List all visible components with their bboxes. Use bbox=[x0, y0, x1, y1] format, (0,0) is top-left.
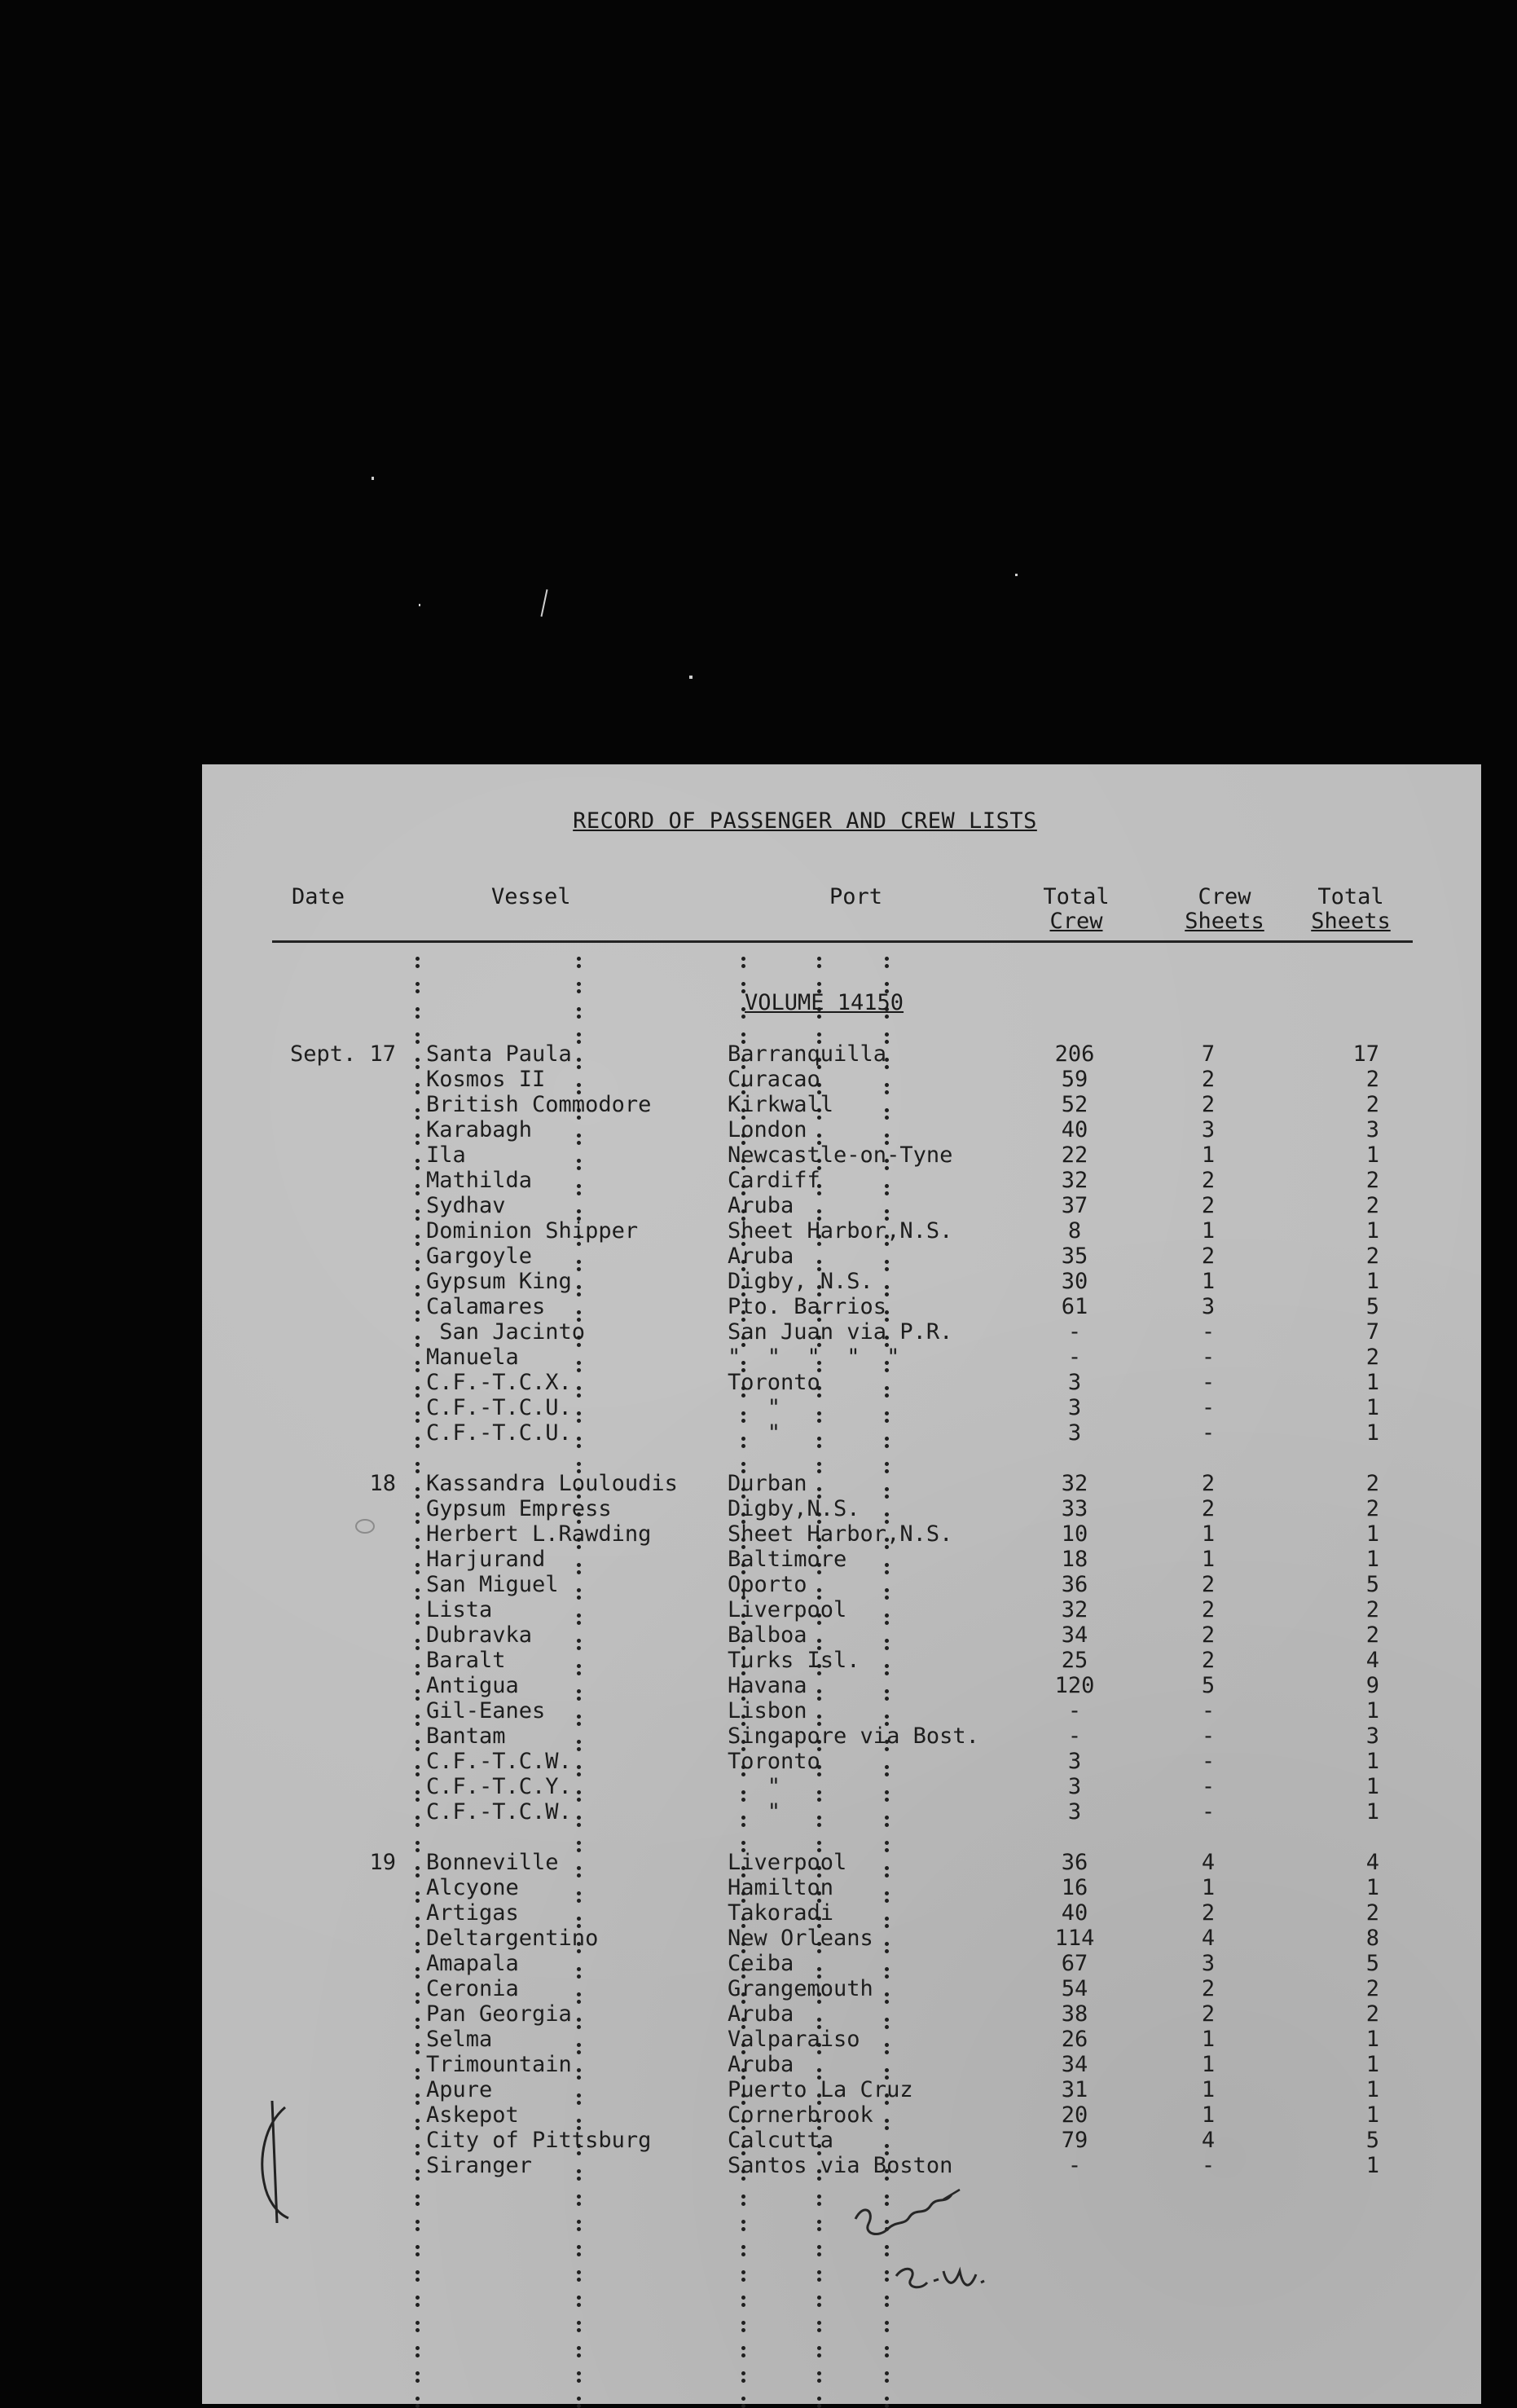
table-row bbox=[202, 1420, 1481, 1446]
row-total-sheets: 1 bbox=[1365, 1698, 1379, 1723]
row-vessel: Sydhav bbox=[426, 1193, 506, 1218]
table-row bbox=[202, 1900, 1481, 1926]
scan-speck bbox=[1015, 574, 1018, 576]
row-vessel: C.F.-T.C.X. bbox=[426, 1370, 572, 1395]
row-total-sheets: 1 bbox=[1365, 1774, 1379, 1799]
row-vessel: C.F.-T.C.W. bbox=[426, 1749, 572, 1774]
row-vessel: Alcyone bbox=[426, 1875, 519, 1900]
row-port: Sheet Harbor,N.S. bbox=[728, 1521, 953, 1547]
row-crew-sheets: 1 bbox=[1201, 2027, 1216, 2052]
row-vessel: Bonneville bbox=[426, 1850, 559, 1875]
row-total-sheets: 1 bbox=[1365, 2027, 1379, 2052]
header-crew-sheets-line1: Crew bbox=[1198, 884, 1251, 909]
header-total-crew-line2: Crew bbox=[1049, 909, 1103, 934]
table-row bbox=[202, 1521, 1481, 1547]
table-row bbox=[202, 1622, 1481, 1648]
row-crew-sheets: 2 bbox=[1201, 1597, 1216, 1622]
row-vessel: C.F.-T.C.U. bbox=[426, 1420, 572, 1446]
row-total-sheets: 1 bbox=[1365, 2153, 1379, 2178]
row-port: Barranquilla bbox=[728, 1041, 887, 1067]
row-total-crew: 40 bbox=[1061, 1117, 1088, 1142]
row-vessel: Dominion Shipper bbox=[426, 1218, 639, 1244]
row-port: " bbox=[728, 1420, 781, 1446]
row-crew-sheets: 1 bbox=[1201, 1218, 1216, 1244]
row-total-sheets: 1 bbox=[1365, 1799, 1379, 1825]
row-crew-sheets: - bbox=[1201, 1370, 1216, 1395]
row-total-crew: 16 bbox=[1061, 1875, 1088, 1900]
row-total-crew: 3 bbox=[1067, 1370, 1082, 1395]
row-crew-sheets: 2 bbox=[1201, 1193, 1216, 1218]
row-total-sheets: 1 bbox=[1365, 2102, 1379, 2128]
row-port: Kirkwall bbox=[728, 1092, 834, 1117]
row-total-sheets: 1 bbox=[1365, 1218, 1379, 1244]
row-crew-sheets: 3 bbox=[1201, 1951, 1216, 1976]
row-total-crew: 36 bbox=[1061, 1850, 1088, 1875]
row-crew-sheets: - bbox=[1201, 1345, 1216, 1370]
row-crew-sheets: 2 bbox=[1201, 1244, 1216, 1269]
row-total-crew: 59 bbox=[1061, 1067, 1088, 1092]
row-crew-sheets: 2 bbox=[1201, 1471, 1216, 1496]
row-vessel: Kassandra Louloudis bbox=[426, 1471, 678, 1496]
row-crew-sheets: 1 bbox=[1201, 2102, 1216, 2128]
table-row bbox=[202, 1244, 1481, 1269]
row-total-crew: 33 bbox=[1061, 1496, 1088, 1521]
row-port: Sheet Harbor,N.S. bbox=[728, 1218, 953, 1244]
row-total-sheets: 2 bbox=[1365, 1471, 1379, 1496]
table-row bbox=[202, 1370, 1481, 1395]
header-rule bbox=[272, 940, 1413, 943]
row-vessel: British Commodore bbox=[426, 1092, 652, 1117]
row-total-sheets: 1 bbox=[1365, 1547, 1379, 1572]
row-port: London bbox=[728, 1117, 807, 1142]
row-total-crew: 18 bbox=[1061, 1547, 1088, 1572]
row-crew-sheets: 2 bbox=[1201, 2001, 1216, 2027]
row-vessel: Bantam bbox=[426, 1723, 506, 1749]
row-port: Digby,N.S. bbox=[728, 1496, 860, 1521]
row-crew-sheets: 4 bbox=[1201, 1926, 1216, 1951]
table-row bbox=[202, 1496, 1481, 1521]
row-vessel: San Jacinto bbox=[426, 1319, 586, 1345]
table-row bbox=[202, 2027, 1481, 2052]
row-crew-sheets: - bbox=[1201, 1420, 1216, 1446]
table-row bbox=[202, 2077, 1481, 2102]
row-port: Calcutta bbox=[728, 2128, 834, 2153]
row-vessel: San Miguel bbox=[426, 1572, 559, 1597]
row-total-sheets: 7 bbox=[1365, 1319, 1379, 1345]
table-row bbox=[202, 1723, 1481, 1749]
row-port: Newcastle-on-Tyne bbox=[728, 1142, 953, 1168]
row-crew-sheets: 3 bbox=[1201, 1294, 1216, 1319]
table-row bbox=[202, 2052, 1481, 2077]
row-crew-sheets: 1 bbox=[1201, 2052, 1216, 2077]
row-vessel: Ceronia bbox=[426, 1976, 519, 2001]
table-row bbox=[202, 1572, 1481, 1597]
handwritten-signature bbox=[846, 2186, 1041, 2325]
row-date: Sept. 17 bbox=[289, 1041, 396, 1067]
header-date: Date bbox=[292, 884, 345, 909]
table-row bbox=[202, 1799, 1481, 1825]
row-crew-sheets: - bbox=[1201, 1319, 1216, 1345]
row-crew-sheets: - bbox=[1201, 1395, 1216, 1420]
row-total-crew: 3 bbox=[1067, 1749, 1082, 1774]
row-port: Toronto bbox=[728, 1370, 820, 1395]
table-row bbox=[202, 1698, 1481, 1723]
row-port: Digby, N.S. bbox=[728, 1269, 873, 1294]
row-crew-sheets: 2 bbox=[1201, 1168, 1216, 1193]
table-row bbox=[202, 1850, 1481, 1875]
row-total-crew: - bbox=[1067, 1319, 1082, 1345]
header-total-crew-line1: Total bbox=[1043, 884, 1110, 909]
row-date: 19 bbox=[369, 1850, 396, 1875]
row-total-sheets: 4 bbox=[1365, 1648, 1379, 1673]
row-port: Oporto bbox=[728, 1572, 807, 1597]
row-total-sheets: 1 bbox=[1365, 1370, 1379, 1395]
row-total-sheets: 2 bbox=[1365, 1345, 1379, 1370]
row-crew-sheets: - bbox=[1201, 1799, 1216, 1825]
row-port: Havana bbox=[728, 1673, 807, 1698]
row-port: Liverpool bbox=[728, 1850, 847, 1875]
row-total-sheets: 1 bbox=[1365, 1142, 1379, 1168]
row-vessel: Amapala bbox=[426, 1951, 519, 1976]
row-total-crew: 10 bbox=[1061, 1521, 1088, 1547]
row-vessel: Siranger bbox=[426, 2153, 533, 2178]
table-row bbox=[202, 1673, 1481, 1698]
row-total-sheets: 8 bbox=[1365, 1926, 1379, 1951]
row-total-crew: 30 bbox=[1061, 1269, 1088, 1294]
row-crew-sheets: 5 bbox=[1201, 1673, 1216, 1698]
row-total-sheets: 17 bbox=[1352, 1041, 1379, 1067]
row-total-crew: 3 bbox=[1067, 1774, 1082, 1799]
header-total-sheets-line2: Sheets bbox=[1311, 909, 1391, 934]
row-port: " " " " " bbox=[728, 1345, 900, 1370]
row-total-sheets: 1 bbox=[1365, 2052, 1379, 2077]
row-vessel: Gargoyle bbox=[426, 1244, 533, 1269]
row-vessel: Harjurand bbox=[426, 1547, 546, 1572]
scan-speck bbox=[419, 604, 420, 606]
row-total-crew: 32 bbox=[1061, 1471, 1088, 1496]
row-total-sheets: 2 bbox=[1365, 1067, 1379, 1092]
table-row bbox=[202, 1168, 1481, 1193]
row-total-crew: 61 bbox=[1061, 1294, 1088, 1319]
row-crew-sheets: 2 bbox=[1201, 1092, 1216, 1117]
row-vessel: Ila bbox=[426, 1142, 466, 1168]
table-row bbox=[202, 1597, 1481, 1622]
row-total-sheets: 2 bbox=[1365, 1900, 1379, 1926]
table-row bbox=[202, 1218, 1481, 1244]
row-total-crew: 32 bbox=[1061, 1597, 1088, 1622]
scan-scratch bbox=[540, 589, 547, 617]
row-port: Ceiba bbox=[728, 1951, 794, 1976]
row-crew-sheets: - bbox=[1201, 1723, 1216, 1749]
row-port: Liverpool bbox=[728, 1597, 847, 1622]
row-crew-sheets: 4 bbox=[1201, 1850, 1216, 1875]
table-row bbox=[202, 1926, 1481, 1951]
row-crew-sheets: 4 bbox=[1201, 2128, 1216, 2153]
volume-label: VOLUME 14150 bbox=[745, 990, 904, 1015]
row-total-sheets: 2 bbox=[1365, 1622, 1379, 1648]
row-port: Toronto bbox=[728, 1749, 820, 1774]
row-vessel: C.F.-T.C.U. bbox=[426, 1395, 572, 1420]
row-port: Cardiff bbox=[728, 1168, 820, 1193]
row-port: Puerto La Cruz bbox=[728, 2077, 913, 2102]
row-crew-sheets: 1 bbox=[1201, 1142, 1216, 1168]
scan-speck bbox=[689, 676, 693, 679]
row-total-sheets: 1 bbox=[1365, 1749, 1379, 1774]
row-total-sheets: 5 bbox=[1365, 2128, 1379, 2153]
row-port: New Orleans bbox=[728, 1926, 873, 1951]
table-row bbox=[202, 1749, 1481, 1774]
row-total-crew: 34 bbox=[1061, 1622, 1088, 1648]
row-total-sheets: 2 bbox=[1365, 1092, 1379, 1117]
document-sheet bbox=[202, 764, 1481, 2404]
table-row bbox=[202, 1319, 1481, 1345]
table-row bbox=[202, 1774, 1481, 1799]
row-vessel: Santa Paula bbox=[426, 1041, 572, 1067]
row-total-sheets: 5 bbox=[1365, 1951, 1379, 1976]
row-vessel: Gypsum Empress bbox=[426, 1496, 612, 1521]
row-total-sheets: 2 bbox=[1365, 1496, 1379, 1521]
row-crew-sheets: 1 bbox=[1201, 1875, 1216, 1900]
table-row bbox=[202, 1976, 1481, 2001]
row-total-crew: 3 bbox=[1067, 1395, 1082, 1420]
row-total-crew: 79 bbox=[1061, 2128, 1088, 2153]
margin-bracket-mark bbox=[253, 2101, 301, 2223]
row-vessel: Gil-Eanes bbox=[426, 1698, 546, 1723]
table-row bbox=[202, 1471, 1481, 1496]
row-total-crew: - bbox=[1067, 1723, 1082, 1749]
row-date: 18 bbox=[369, 1471, 396, 1496]
scan-speck bbox=[372, 477, 374, 480]
row-crew-sheets: 2 bbox=[1201, 1572, 1216, 1597]
ink-smudge bbox=[355, 1519, 375, 1534]
row-port: " bbox=[728, 1395, 781, 1420]
row-crew-sheets: 7 bbox=[1201, 1041, 1216, 1067]
row-total-crew: 22 bbox=[1061, 1142, 1088, 1168]
row-total-sheets: 5 bbox=[1365, 1572, 1379, 1597]
table-row bbox=[202, 1142, 1481, 1168]
row-total-crew: 32 bbox=[1061, 1168, 1088, 1193]
row-crew-sheets: - bbox=[1201, 1698, 1216, 1723]
row-port: Aruba bbox=[728, 2001, 794, 2027]
row-total-crew: - bbox=[1067, 2153, 1082, 2178]
row-vessel: Calamares bbox=[426, 1294, 546, 1319]
row-port: Singapore via Bost. bbox=[728, 1723, 979, 1749]
row-vessel: Gypsum King bbox=[426, 1269, 572, 1294]
row-total-crew: 67 bbox=[1061, 1951, 1088, 1976]
table-row bbox=[202, 2001, 1481, 2027]
table-row bbox=[202, 1193, 1481, 1218]
row-total-sheets: 2 bbox=[1365, 1976, 1379, 2001]
row-vessel: Selma bbox=[426, 2027, 493, 2052]
document-title: RECORD OF PASSENGER AND CREW LISTS bbox=[573, 808, 1037, 834]
table-row bbox=[202, 2153, 1481, 2178]
row-total-sheets: 1 bbox=[1365, 1521, 1379, 1547]
row-total-sheets: 1 bbox=[1365, 1269, 1379, 1294]
row-crew-sheets: 2 bbox=[1201, 1622, 1216, 1648]
row-vessel: Manuela bbox=[426, 1345, 519, 1370]
row-total-crew: 40 bbox=[1061, 1900, 1088, 1926]
row-crew-sheets: 3 bbox=[1201, 1117, 1216, 1142]
row-crew-sheets: 2 bbox=[1201, 1496, 1216, 1521]
row-total-crew: 52 bbox=[1061, 1092, 1088, 1117]
header-port: Port bbox=[829, 884, 883, 909]
row-vessel: Baralt bbox=[426, 1648, 506, 1673]
row-total-sheets: 1 bbox=[1365, 1420, 1379, 1446]
header-vessel: Vessel bbox=[491, 884, 571, 909]
row-total-sheets: 2 bbox=[1365, 1168, 1379, 1193]
row-total-crew: 38 bbox=[1061, 2001, 1088, 2027]
row-crew-sheets: 2 bbox=[1201, 1067, 1216, 1092]
row-port: Cornerbrook bbox=[728, 2102, 873, 2128]
row-port: Turks Isl. bbox=[728, 1648, 860, 1673]
row-vessel: Karabagh bbox=[426, 1117, 533, 1142]
row-crew-sheets: - bbox=[1201, 1749, 1216, 1774]
row-vessel: Herbert L.Rawding bbox=[426, 1521, 652, 1547]
row-total-crew: 35 bbox=[1061, 1244, 1088, 1269]
row-total-crew: 206 bbox=[1054, 1041, 1095, 1067]
row-total-crew: 8 bbox=[1067, 1218, 1082, 1244]
row-port: Aruba bbox=[728, 2052, 794, 2077]
row-crew-sheets: - bbox=[1201, 1774, 1216, 1799]
row-total-crew: - bbox=[1067, 1345, 1082, 1370]
row-port: Baltimore bbox=[728, 1547, 847, 1572]
row-total-crew: 3 bbox=[1067, 1799, 1082, 1825]
row-total-crew: 120 bbox=[1054, 1673, 1095, 1698]
row-vessel: Antigua bbox=[426, 1673, 519, 1698]
row-total-crew: 114 bbox=[1054, 1926, 1095, 1951]
row-total-crew: 26 bbox=[1061, 2027, 1088, 2052]
row-total-sheets: 3 bbox=[1365, 1117, 1379, 1142]
row-total-sheets: 2 bbox=[1365, 1193, 1379, 1218]
table-row bbox=[202, 2102, 1481, 2128]
row-total-sheets: 1 bbox=[1365, 1395, 1379, 1420]
row-vessel: Lista bbox=[426, 1597, 493, 1622]
row-vessel: Deltargentino bbox=[426, 1926, 599, 1951]
row-total-crew: 37 bbox=[1061, 1193, 1088, 1218]
row-total-crew: 20 bbox=[1061, 2102, 1088, 2128]
row-vessel: C.F.-T.C.W. bbox=[426, 1799, 572, 1825]
table-row bbox=[202, 1294, 1481, 1319]
table-row bbox=[202, 1875, 1481, 1900]
row-port: Curacao bbox=[728, 1067, 820, 1092]
row-port: Pto. Barrios bbox=[728, 1294, 887, 1319]
table-row bbox=[202, 1117, 1481, 1142]
row-port: Santos via Boston bbox=[728, 2153, 953, 2178]
row-port: " bbox=[728, 1774, 781, 1799]
row-vessel: Apure bbox=[426, 2077, 493, 2102]
row-total-crew: 54 bbox=[1061, 1976, 1088, 2001]
row-crew-sheets: - bbox=[1201, 2153, 1216, 2178]
header-total-sheets-line1: Total bbox=[1317, 884, 1384, 909]
row-vessel: Artigas bbox=[426, 1900, 519, 1926]
row-total-crew: 25 bbox=[1061, 1648, 1088, 1673]
row-total-crew: 36 bbox=[1061, 1572, 1088, 1597]
row-total-sheets: 2 bbox=[1365, 1597, 1379, 1622]
row-crew-sheets: 2 bbox=[1201, 1648, 1216, 1673]
table-row bbox=[202, 1345, 1481, 1370]
row-total-crew: 31 bbox=[1061, 2077, 1088, 2102]
table-row bbox=[202, 1041, 1481, 1067]
row-port: Lisbon bbox=[728, 1698, 807, 1723]
row-port: Grangemouth bbox=[728, 1976, 873, 2001]
row-total-sheets: 4 bbox=[1365, 1850, 1379, 1875]
row-port: Aruba bbox=[728, 1193, 794, 1218]
table-row bbox=[202, 1547, 1481, 1572]
row-crew-sheets: 2 bbox=[1201, 1900, 1216, 1926]
row-total-sheets: 9 bbox=[1365, 1673, 1379, 1698]
row-vessel: Trimountain bbox=[426, 2052, 572, 2077]
row-total-sheets: 1 bbox=[1365, 1875, 1379, 1900]
row-total-crew: - bbox=[1067, 1698, 1082, 1723]
row-vessel: Dubravka bbox=[426, 1622, 533, 1648]
row-port: Aruba bbox=[728, 1244, 794, 1269]
header-crew-sheets-line2: Sheets bbox=[1185, 909, 1264, 934]
table-row bbox=[202, 2128, 1481, 2153]
table-row bbox=[202, 1395, 1481, 1420]
row-total-sheets: 3 bbox=[1365, 1723, 1379, 1749]
row-vessel: Askepot bbox=[426, 2102, 519, 2128]
row-total-sheets: 5 bbox=[1365, 1294, 1379, 1319]
table-row bbox=[202, 1648, 1481, 1673]
table-row bbox=[202, 1951, 1481, 1976]
row-crew-sheets: 2 bbox=[1201, 1976, 1216, 2001]
row-vessel: C.F.-T.C.Y. bbox=[426, 1774, 572, 1799]
row-total-crew: 3 bbox=[1067, 1420, 1082, 1446]
row-port: Valparaiso bbox=[728, 2027, 860, 2052]
row-vessel: Kosmos II bbox=[426, 1067, 546, 1092]
row-total-sheets: 1 bbox=[1365, 2077, 1379, 2102]
row-port: San Juan via P.R. bbox=[728, 1319, 953, 1345]
row-port: Durban bbox=[728, 1471, 807, 1496]
row-vessel: Mathilda bbox=[426, 1168, 533, 1193]
row-crew-sheets: 1 bbox=[1201, 2077, 1216, 2102]
row-port: Takoradi bbox=[728, 1900, 834, 1926]
row-total-crew: 34 bbox=[1061, 2052, 1088, 2077]
row-crew-sheets: 1 bbox=[1201, 1547, 1216, 1572]
table-row bbox=[202, 1092, 1481, 1117]
row-vessel: City of Pittsburg bbox=[426, 2128, 652, 2153]
row-port: Balboa bbox=[728, 1622, 807, 1648]
row-crew-sheets: 1 bbox=[1201, 1521, 1216, 1547]
row-port: " bbox=[728, 1799, 781, 1825]
table-row bbox=[202, 1269, 1481, 1294]
row-crew-sheets: 1 bbox=[1201, 1269, 1216, 1294]
table-row bbox=[202, 1067, 1481, 1092]
row-port: Hamilton bbox=[728, 1875, 834, 1900]
row-vessel: Pan Georgia bbox=[426, 2001, 572, 2027]
row-total-sheets: 2 bbox=[1365, 1244, 1379, 1269]
row-total-sheets: 2 bbox=[1365, 2001, 1379, 2027]
